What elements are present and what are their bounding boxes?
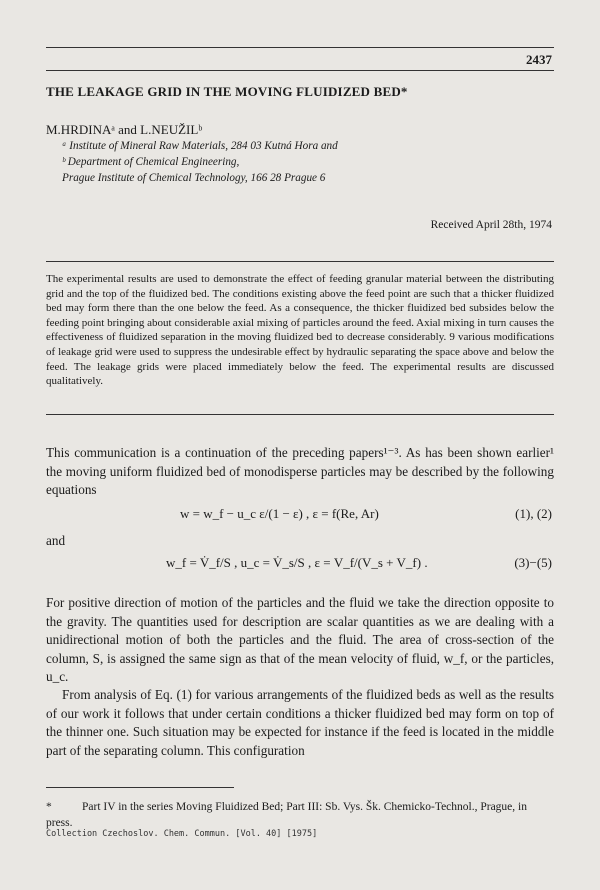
body-paragraph-2: For positive direction of motion of the particles and the fluid we take the direction opposite to the gravity. The quantities used for description are scalar quantities as we are dealing with a unidirectional motion of both the particles and the fluid. The area of cross-section of the column, S, is assigned the same sign as that of the mean velocity of fluid, w_f, or the particles, u_c. (46, 595, 554, 684)
header-rule (46, 70, 554, 71)
footnote-mark: * (46, 801, 52, 813)
abstract: The experimental results are used to demonstrate the effect of feeding granular material between the distributing grid and the top of the fluidized bed. The conditions existing above the feed point are such that a thicker fluidized bed may form there than the one below the feed. As a consequence, the thicker fluidized bed subsides below the feeding point bringing about considerable axial mixing of particles around the feed. Axial mixing in turn causes the effectiveness of fluidized separation in the moving fluidized bed to decrease considerably. 9 various modifications of leakage grid were used to suppress the undesirable effect by hydraulic separating the space above and below the feed. The leakage grids were placed immediately below the feed. The experimental results are discussed qualitatively. (46, 273, 554, 388)
affiliation-institute: Prague Institute of Chemical Technology, 166 28 Prague 6 (62, 172, 326, 184)
equation-number-1-2: (1), (2) (515, 506, 552, 521)
journal-footer: Collection Czechoslov. Chem. Commun. [Vol. 40] [1975] (46, 829, 318, 839)
article-title: THE LEAKAGE GRID IN THE MOVING FLUIDIZED BED* (46, 84, 408, 99)
footnote (46, 799, 554, 831)
equation-1-2: w = w_f − u_c ε/(1 − ε) , ε = f(Re, Ar) (180, 506, 379, 521)
footnote-rule (46, 787, 234, 788)
page-number: 2437 (526, 52, 552, 67)
top-rule (46, 47, 554, 48)
abstract-top-rule (46, 261, 554, 262)
body-paragraph-1: This communication is a continuation of the preceding papers¹⁻³. As has been shown earlier¹ the moving uniform fluidized bed of monodisperse particles may be described by the following equations (46, 445, 554, 497)
abstract-bottom-rule (46, 414, 554, 415)
body-paragraph-3: From analysis of Eq. (1) for various arrangements of the fluidized beds as well as the results of our work it follows that under certain conditions a thicker fluidized bed may form on top of the thinner one. Such situation may be expected for instance if the feed is located in the middle part of the separating column. This configuration (46, 687, 554, 758)
equation-3-5: w_f = V̇_f/S , u_c = V̇_s/S , ε = V_f/(V_s + V_f) . (166, 555, 428, 570)
and-word: and (46, 533, 66, 548)
footnote-text: Part IV in the series Moving Fluidized Bed; Part III: Sb. Vys. Šk. Chemicko-Technol., Prague, in press. (46, 801, 527, 829)
affiliation-a: ᵃ Institute of Mineral Raw Materials, 284 03 Kutná Hora and (62, 140, 338, 152)
authors: M.HRDINAᵃ and L.NEUŽILᵇ (46, 122, 203, 137)
received-date: Received April 28th, 1974 (430, 219, 552, 231)
affiliation-b: ᵇ Department of Chemical Engineering, (62, 156, 240, 168)
equation-number-3-5: (3)−(5) (514, 555, 552, 570)
